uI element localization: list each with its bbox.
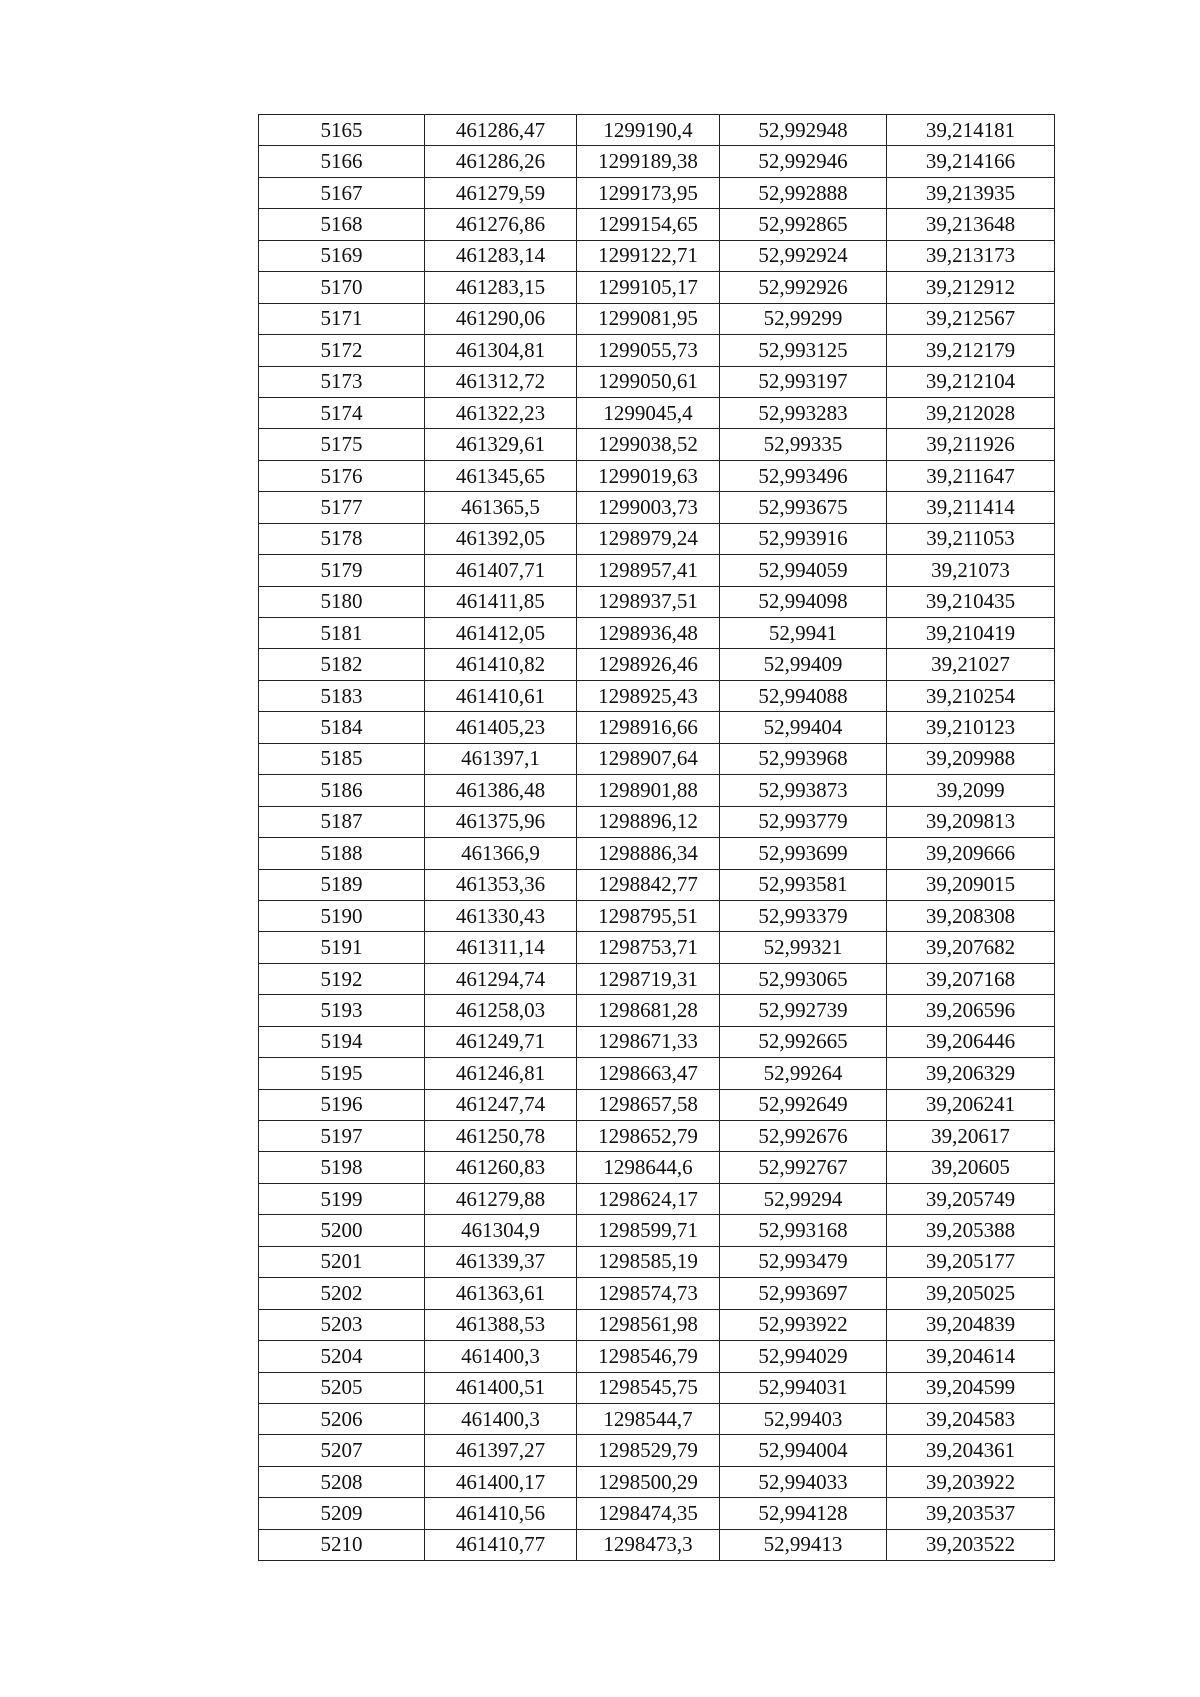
longitude-cell: 39,209813 — [887, 806, 1055, 837]
point-number-cell: 5191 — [259, 932, 425, 963]
x-coordinate-cell: 461276,86 — [425, 209, 577, 240]
y-coordinate-cell: 1298671,33 — [577, 1026, 720, 1057]
x-coordinate-cell: 461322,23 — [425, 397, 577, 428]
point-number-cell: 5178 — [259, 523, 425, 554]
table-row — [259, 1183, 1055, 1214]
point-number-cell: 5195 — [259, 1058, 425, 1089]
point-number-cell: 5200 — [259, 1215, 425, 1246]
x-coordinate-cell: 461363,61 — [425, 1278, 577, 1309]
y-coordinate-cell: 1298896,12 — [577, 806, 720, 837]
x-coordinate-cell: 461247,74 — [425, 1089, 577, 1120]
y-coordinate-cell: 1299122,71 — [577, 240, 720, 271]
y-coordinate-cell: 1298585,19 — [577, 1246, 720, 1277]
latitude-cell: 52,993779 — [720, 806, 887, 837]
latitude-cell: 52,993916 — [720, 523, 887, 554]
x-coordinate-cell: 461286,26 — [425, 146, 577, 177]
longitude-cell: 39,209666 — [887, 838, 1055, 869]
x-coordinate-cell: 461249,71 — [425, 1026, 577, 1057]
x-coordinate-cell: 461283,15 — [425, 272, 577, 303]
longitude-cell: 39,207682 — [887, 932, 1055, 963]
table-row — [259, 995, 1055, 1026]
longitude-cell: 39,212179 — [887, 335, 1055, 366]
table-row — [259, 1121, 1055, 1152]
longitude-cell: 39,207168 — [887, 963, 1055, 994]
latitude-cell: 52,993968 — [720, 743, 887, 774]
y-coordinate-cell: 1298546,79 — [577, 1341, 720, 1372]
table-row — [259, 1152, 1055, 1183]
x-coordinate-cell: 461410,77 — [425, 1529, 577, 1560]
table-row — [259, 397, 1055, 428]
longitude-cell: 39,204839 — [887, 1309, 1055, 1340]
latitude-cell: 52,99335 — [720, 429, 887, 460]
longitude-cell: 39,213935 — [887, 177, 1055, 208]
point-number-cell: 5174 — [259, 397, 425, 428]
table-row — [259, 272, 1055, 303]
longitude-cell: 39,205177 — [887, 1246, 1055, 1277]
latitude-cell: 52,993479 — [720, 1246, 887, 1277]
x-coordinate-cell: 461411,85 — [425, 586, 577, 617]
longitude-cell: 39,211926 — [887, 429, 1055, 460]
point-number-cell: 5204 — [259, 1341, 425, 1372]
x-coordinate-cell: 461258,03 — [425, 995, 577, 1026]
point-number-cell: 5210 — [259, 1529, 425, 1560]
point-number-cell: 5190 — [259, 900, 425, 931]
latitude-cell: 52,99403 — [720, 1403, 887, 1434]
y-coordinate-cell: 1299038,52 — [577, 429, 720, 460]
longitude-cell: 39,209988 — [887, 743, 1055, 774]
longitude-cell: 39,210419 — [887, 618, 1055, 649]
y-coordinate-cell: 1298624,17 — [577, 1183, 720, 1214]
latitude-cell: 52,994128 — [720, 1498, 887, 1529]
y-coordinate-cell: 1298500,29 — [577, 1466, 720, 1497]
table-row — [259, 429, 1055, 460]
y-coordinate-cell: 1299190,4 — [577, 115, 720, 146]
latitude-cell: 52,994031 — [720, 1372, 887, 1403]
latitude-cell: 52,994059 — [720, 555, 887, 586]
latitude-cell: 52,993065 — [720, 963, 887, 994]
table-row — [259, 900, 1055, 931]
y-coordinate-cell: 1298925,43 — [577, 680, 720, 711]
point-number-cell: 5177 — [259, 492, 425, 523]
table-row — [259, 366, 1055, 397]
table-row — [259, 775, 1055, 806]
latitude-cell: 52,994029 — [720, 1341, 887, 1372]
y-coordinate-cell: 1298842,77 — [577, 869, 720, 900]
table-row — [259, 1309, 1055, 1340]
longitude-cell: 39,205749 — [887, 1183, 1055, 1214]
point-number-cell: 5185 — [259, 743, 425, 774]
x-coordinate-cell: 461405,23 — [425, 712, 577, 743]
latitude-cell: 52,99321 — [720, 932, 887, 963]
latitude-cell: 52,993581 — [720, 869, 887, 900]
point-number-cell: 5165 — [259, 115, 425, 146]
point-number-cell: 5168 — [259, 209, 425, 240]
x-coordinate-cell: 461400,51 — [425, 1372, 577, 1403]
table-row — [259, 963, 1055, 994]
point-number-cell: 5172 — [259, 335, 425, 366]
point-number-cell: 5182 — [259, 649, 425, 680]
x-coordinate-cell: 461304,81 — [425, 335, 577, 366]
y-coordinate-cell: 1298561,98 — [577, 1309, 720, 1340]
latitude-cell: 52,994004 — [720, 1435, 887, 1466]
latitude-cell: 52,993675 — [720, 492, 887, 523]
y-coordinate-cell: 1299189,38 — [577, 146, 720, 177]
latitude-cell: 52,993699 — [720, 838, 887, 869]
longitude-cell: 39,203537 — [887, 1498, 1055, 1529]
table-row — [259, 303, 1055, 334]
y-coordinate-cell: 1298907,64 — [577, 743, 720, 774]
latitude-cell: 52,992739 — [720, 995, 887, 1026]
longitude-cell: 39,206446 — [887, 1026, 1055, 1057]
y-coordinate-cell: 1298574,73 — [577, 1278, 720, 1309]
latitude-cell: 52,992888 — [720, 177, 887, 208]
point-number-cell: 5171 — [259, 303, 425, 334]
point-number-cell: 5167 — [259, 177, 425, 208]
point-number-cell: 5192 — [259, 963, 425, 994]
y-coordinate-cell: 1298529,79 — [577, 1435, 720, 1466]
y-coordinate-cell: 1298926,46 — [577, 649, 720, 680]
point-number-cell: 5166 — [259, 146, 425, 177]
x-coordinate-cell: 461410,82 — [425, 649, 577, 680]
longitude-cell: 39,206329 — [887, 1058, 1055, 1089]
point-number-cell: 5203 — [259, 1309, 425, 1340]
point-number-cell: 5184 — [259, 712, 425, 743]
x-coordinate-cell: 461294,74 — [425, 963, 577, 994]
longitude-cell: 39,214181 — [887, 115, 1055, 146]
x-coordinate-cell: 461386,48 — [425, 775, 577, 806]
point-number-cell: 5175 — [259, 429, 425, 460]
x-coordinate-cell: 461250,78 — [425, 1121, 577, 1152]
x-coordinate-cell: 461312,72 — [425, 366, 577, 397]
x-coordinate-cell: 461339,37 — [425, 1246, 577, 1277]
point-number-cell: 5169 — [259, 240, 425, 271]
longitude-cell: 39,204614 — [887, 1341, 1055, 1372]
table-row — [259, 240, 1055, 271]
x-coordinate-cell: 461366,9 — [425, 838, 577, 869]
latitude-cell: 52,993873 — [720, 775, 887, 806]
x-coordinate-cell: 461283,14 — [425, 240, 577, 271]
table-row — [259, 1089, 1055, 1120]
point-number-cell: 5176 — [259, 460, 425, 491]
point-number-cell: 5193 — [259, 995, 425, 1026]
point-number-cell: 5206 — [259, 1403, 425, 1434]
coordinates-table — [258, 114, 1055, 1561]
x-coordinate-cell: 461410,61 — [425, 680, 577, 711]
longitude-cell: 39,211414 — [887, 492, 1055, 523]
table-row — [259, 1529, 1055, 1560]
longitude-cell: 39,210435 — [887, 586, 1055, 617]
y-coordinate-cell: 1299173,95 — [577, 177, 720, 208]
point-number-cell: 5201 — [259, 1246, 425, 1277]
longitude-cell: 39,21027 — [887, 649, 1055, 680]
y-coordinate-cell: 1298474,35 — [577, 1498, 720, 1529]
table-row — [259, 1498, 1055, 1529]
table-row — [259, 523, 1055, 554]
point-number-cell: 5194 — [259, 1026, 425, 1057]
latitude-cell: 52,993283 — [720, 397, 887, 428]
latitude-cell: 52,994088 — [720, 680, 887, 711]
latitude-cell: 52,992649 — [720, 1089, 887, 1120]
table-row — [259, 460, 1055, 491]
x-coordinate-cell: 461279,88 — [425, 1183, 577, 1214]
y-coordinate-cell: 1298979,24 — [577, 523, 720, 554]
latitude-cell: 52,993125 — [720, 335, 887, 366]
table-row — [259, 586, 1055, 617]
longitude-cell: 39,212912 — [887, 272, 1055, 303]
longitude-cell: 39,203522 — [887, 1529, 1055, 1560]
x-coordinate-cell: 461290,06 — [425, 303, 577, 334]
y-coordinate-cell: 1298657,58 — [577, 1089, 720, 1120]
table-row — [259, 838, 1055, 869]
point-number-cell: 5199 — [259, 1183, 425, 1214]
x-coordinate-cell: 461400,3 — [425, 1341, 577, 1372]
latitude-cell: 52,99299 — [720, 303, 887, 334]
y-coordinate-cell: 1298937,51 — [577, 586, 720, 617]
table-row — [259, 1246, 1055, 1277]
table-row — [259, 1466, 1055, 1497]
latitude-cell: 52,992767 — [720, 1152, 887, 1183]
y-coordinate-cell: 1298753,71 — [577, 932, 720, 963]
longitude-cell: 39,210254 — [887, 680, 1055, 711]
x-coordinate-cell: 461400,3 — [425, 1403, 577, 1434]
y-coordinate-cell: 1298719,31 — [577, 963, 720, 994]
table-row — [259, 743, 1055, 774]
point-number-cell: 5179 — [259, 555, 425, 586]
y-coordinate-cell: 1298599,71 — [577, 1215, 720, 1246]
x-coordinate-cell: 461392,05 — [425, 523, 577, 554]
longitude-cell: 39,208308 — [887, 900, 1055, 931]
x-coordinate-cell: 461388,53 — [425, 1309, 577, 1340]
longitude-cell: 39,204583 — [887, 1403, 1055, 1434]
y-coordinate-cell: 1298544,7 — [577, 1403, 720, 1434]
table-row — [259, 1403, 1055, 1434]
latitude-cell: 52,992946 — [720, 146, 887, 177]
point-number-cell: 5189 — [259, 869, 425, 900]
x-coordinate-cell: 461365,5 — [425, 492, 577, 523]
x-coordinate-cell: 461311,14 — [425, 932, 577, 963]
table-row — [259, 209, 1055, 240]
longitude-cell: 39,206596 — [887, 995, 1055, 1026]
y-coordinate-cell: 1299105,17 — [577, 272, 720, 303]
point-number-cell: 5186 — [259, 775, 425, 806]
table-row — [259, 1435, 1055, 1466]
longitude-cell: 39,2099 — [887, 775, 1055, 806]
y-coordinate-cell: 1298681,28 — [577, 995, 720, 1026]
latitude-cell: 52,992665 — [720, 1026, 887, 1057]
x-coordinate-cell: 461375,96 — [425, 806, 577, 837]
longitude-cell: 39,212028 — [887, 397, 1055, 428]
table-row — [259, 649, 1055, 680]
y-coordinate-cell: 1298652,79 — [577, 1121, 720, 1152]
table-row — [259, 1372, 1055, 1403]
point-number-cell: 5170 — [259, 272, 425, 303]
latitude-cell: 52,993379 — [720, 900, 887, 931]
table-row — [259, 115, 1055, 146]
table-row — [259, 869, 1055, 900]
longitude-cell: 39,211053 — [887, 523, 1055, 554]
y-coordinate-cell: 1298901,88 — [577, 775, 720, 806]
point-number-cell: 5205 — [259, 1372, 425, 1403]
longitude-cell: 39,209015 — [887, 869, 1055, 900]
table-row — [259, 1341, 1055, 1372]
y-coordinate-cell: 1298473,3 — [577, 1529, 720, 1560]
table-row — [259, 618, 1055, 649]
longitude-cell: 39,212567 — [887, 303, 1055, 334]
latitude-cell: 52,994098 — [720, 586, 887, 617]
longitude-cell: 39,204361 — [887, 1435, 1055, 1466]
x-coordinate-cell: 461329,61 — [425, 429, 577, 460]
table-row — [259, 806, 1055, 837]
longitude-cell: 39,205025 — [887, 1278, 1055, 1309]
latitude-cell: 52,993922 — [720, 1309, 887, 1340]
longitude-cell: 39,205388 — [887, 1215, 1055, 1246]
x-coordinate-cell: 461286,47 — [425, 115, 577, 146]
y-coordinate-cell: 1299050,61 — [577, 366, 720, 397]
latitude-cell: 52,992924 — [720, 240, 887, 271]
latitude-cell: 52,993496 — [720, 460, 887, 491]
latitude-cell: 52,99294 — [720, 1183, 887, 1214]
latitude-cell: 52,992676 — [720, 1121, 887, 1152]
latitude-cell: 52,994033 — [720, 1466, 887, 1497]
table-row — [259, 146, 1055, 177]
y-coordinate-cell: 1298957,41 — [577, 555, 720, 586]
latitude-cell: 52,992948 — [720, 115, 887, 146]
table-row — [259, 712, 1055, 743]
latitude-cell: 52,992926 — [720, 272, 887, 303]
point-number-cell: 5196 — [259, 1089, 425, 1120]
table-row — [259, 492, 1055, 523]
longitude-cell: 39,206241 — [887, 1089, 1055, 1120]
y-coordinate-cell: 1299003,73 — [577, 492, 720, 523]
x-coordinate-cell: 461410,56 — [425, 1498, 577, 1529]
point-number-cell: 5183 — [259, 680, 425, 711]
latitude-cell: 52,992865 — [720, 209, 887, 240]
y-coordinate-cell: 1298916,66 — [577, 712, 720, 743]
point-number-cell: 5180 — [259, 586, 425, 617]
latitude-cell: 52,993168 — [720, 1215, 887, 1246]
longitude-cell: 39,212104 — [887, 366, 1055, 397]
table-row — [259, 680, 1055, 711]
longitude-cell: 39,211647 — [887, 460, 1055, 491]
point-number-cell: 5207 — [259, 1435, 425, 1466]
point-number-cell: 5198 — [259, 1152, 425, 1183]
latitude-cell: 52,99409 — [720, 649, 887, 680]
point-number-cell: 5209 — [259, 1498, 425, 1529]
longitude-cell: 39,213173 — [887, 240, 1055, 271]
coordinates-table-body — [259, 115, 1055, 1561]
x-coordinate-cell: 461279,59 — [425, 177, 577, 208]
x-coordinate-cell: 461246,81 — [425, 1058, 577, 1089]
table-row — [259, 1215, 1055, 1246]
longitude-cell: 39,210123 — [887, 712, 1055, 743]
point-number-cell: 5208 — [259, 1466, 425, 1497]
table-row — [259, 1058, 1055, 1089]
x-coordinate-cell: 461304,9 — [425, 1215, 577, 1246]
y-coordinate-cell: 1299019,63 — [577, 460, 720, 491]
point-number-cell: 5197 — [259, 1121, 425, 1152]
table-row — [259, 932, 1055, 963]
y-coordinate-cell: 1298936,48 — [577, 618, 720, 649]
x-coordinate-cell: 461397,1 — [425, 743, 577, 774]
table-row — [259, 177, 1055, 208]
longitude-cell: 39,204599 — [887, 1372, 1055, 1403]
y-coordinate-cell: 1299081,95 — [577, 303, 720, 334]
latitude-cell: 52,993197 — [720, 366, 887, 397]
y-coordinate-cell: 1298886,34 — [577, 838, 720, 869]
table-row — [259, 1278, 1055, 1309]
y-coordinate-cell: 1299045,4 — [577, 397, 720, 428]
table-row — [259, 555, 1055, 586]
point-number-cell: 5181 — [259, 618, 425, 649]
y-coordinate-cell: 1298795,51 — [577, 900, 720, 931]
y-coordinate-cell: 1299055,73 — [577, 335, 720, 366]
longitude-cell: 39,20605 — [887, 1152, 1055, 1183]
point-number-cell: 5173 — [259, 366, 425, 397]
y-coordinate-cell: 1298663,47 — [577, 1058, 720, 1089]
x-coordinate-cell: 461330,43 — [425, 900, 577, 931]
point-number-cell: 5187 — [259, 806, 425, 837]
table-row — [259, 1026, 1055, 1057]
longitude-cell: 39,21073 — [887, 555, 1055, 586]
latitude-cell: 52,99404 — [720, 712, 887, 743]
y-coordinate-cell: 1298644,6 — [577, 1152, 720, 1183]
x-coordinate-cell: 461397,27 — [425, 1435, 577, 1466]
longitude-cell: 39,20617 — [887, 1121, 1055, 1152]
x-coordinate-cell: 461400,17 — [425, 1466, 577, 1497]
y-coordinate-cell: 1298545,75 — [577, 1372, 720, 1403]
latitude-cell: 52,9941 — [720, 618, 887, 649]
point-number-cell: 5188 — [259, 838, 425, 869]
x-coordinate-cell: 461345,65 — [425, 460, 577, 491]
longitude-cell: 39,214166 — [887, 146, 1055, 177]
point-number-cell: 5202 — [259, 1278, 425, 1309]
table-row — [259, 335, 1055, 366]
y-coordinate-cell: 1299154,65 — [577, 209, 720, 240]
x-coordinate-cell: 461260,83 — [425, 1152, 577, 1183]
x-coordinate-cell: 461407,71 — [425, 555, 577, 586]
longitude-cell: 39,203922 — [887, 1466, 1055, 1497]
latitude-cell: 52,99264 — [720, 1058, 887, 1089]
longitude-cell: 39,213648 — [887, 209, 1055, 240]
x-coordinate-cell: 461412,05 — [425, 618, 577, 649]
x-coordinate-cell: 461353,36 — [425, 869, 577, 900]
latitude-cell: 52,993697 — [720, 1278, 887, 1309]
latitude-cell: 52,99413 — [720, 1529, 887, 1560]
